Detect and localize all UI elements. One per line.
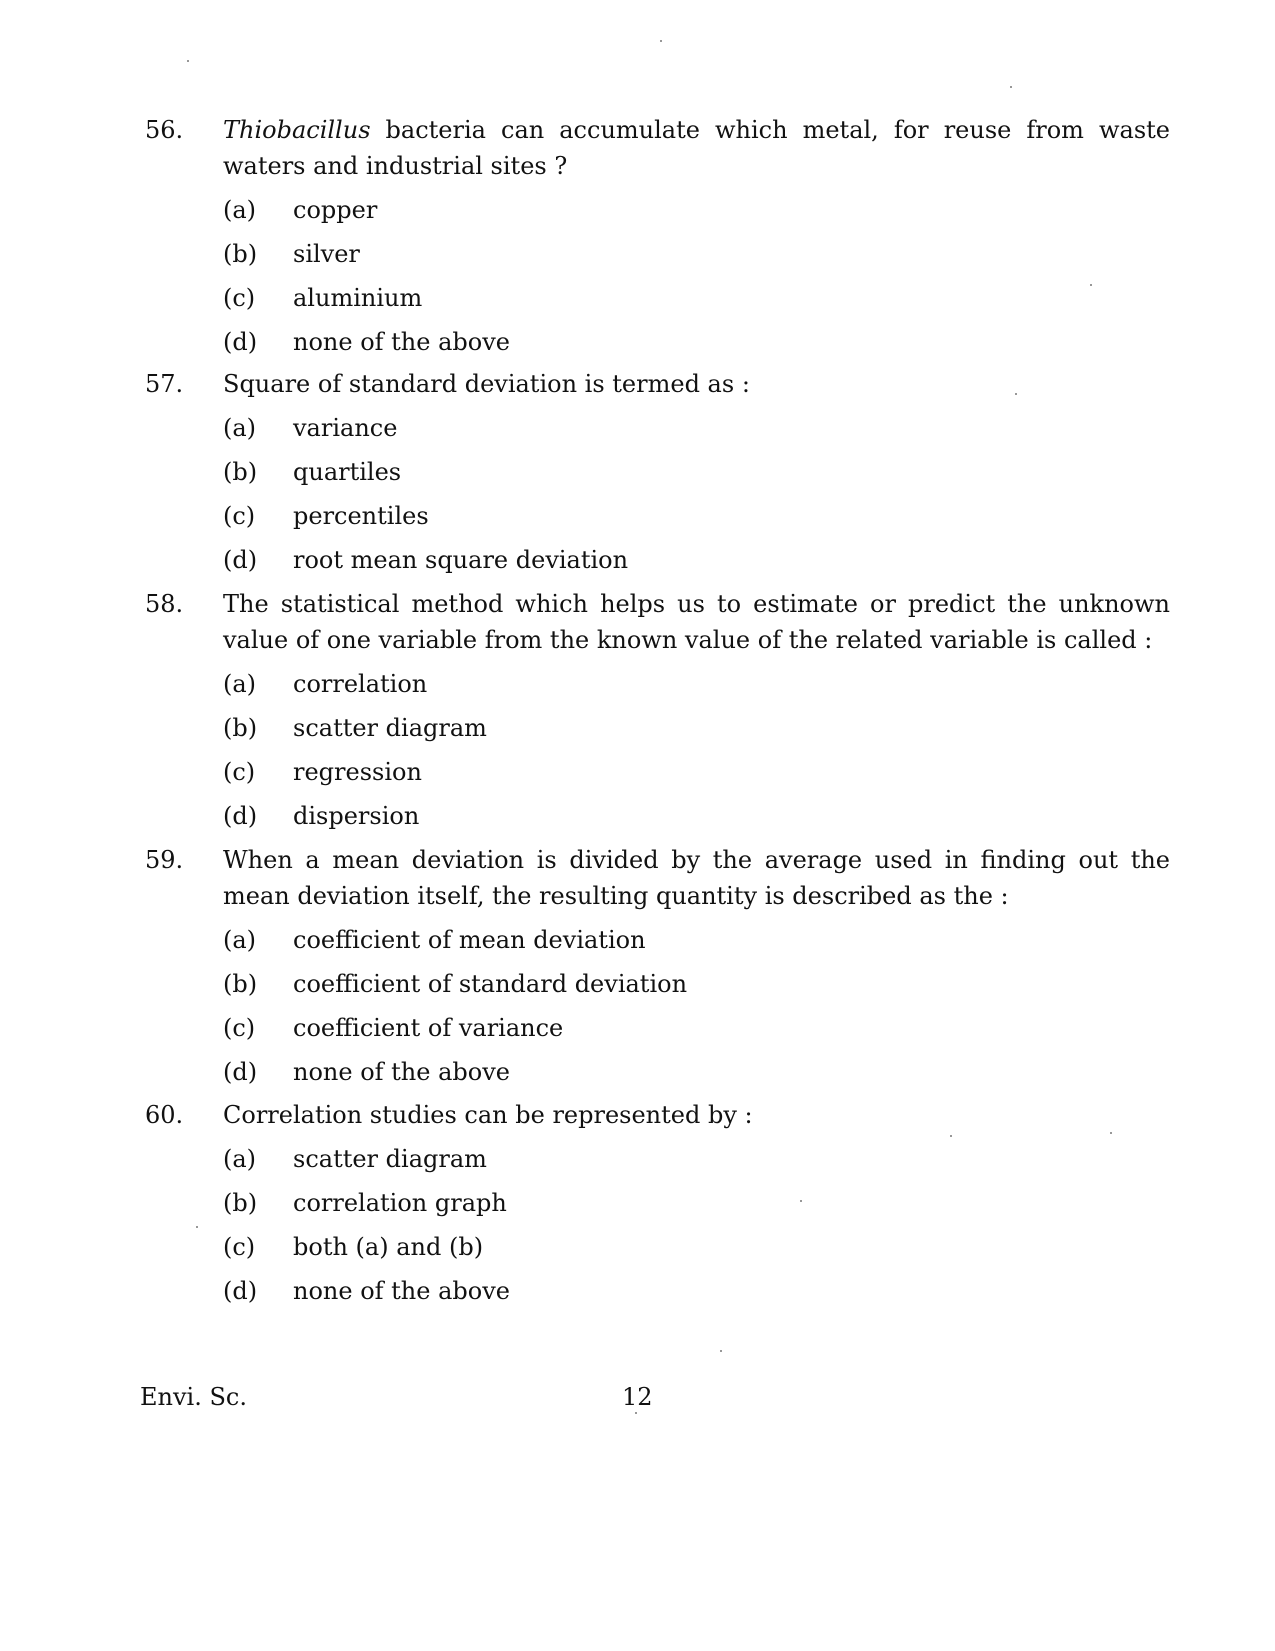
scan-speck: [720, 1350, 722, 1352]
question-text: Square of standard deviation is termed as :: [223, 370, 750, 398]
option-b: (b) correlation graph: [223, 1189, 507, 1217]
option-a: (a) copper: [223, 196, 378, 224]
question-number: 58.: [145, 590, 184, 618]
option-d: (d) none of the above: [223, 1058, 510, 1086]
option-c: (c) coefficient of variance: [223, 1014, 564, 1042]
scan-speck: [187, 60, 189, 62]
question-number: 60.: [145, 1101, 184, 1129]
question-text: The statistical method which helps us to estimate or predict the unknown value of one variable from the known value of the related variable is called :: [223, 590, 1170, 654]
scan-speck: [660, 40, 662, 42]
option-c: (c) both (a) and (b): [223, 1233, 484, 1261]
option-a: (a) variance: [223, 414, 398, 442]
option-b: (b) coefficient of standard deviation: [223, 970, 688, 998]
footer-subject: Envi. Sc.: [140, 1383, 247, 1411]
option-d: (d) dispersion: [223, 802, 420, 830]
option-d: (d) none of the above: [223, 328, 510, 356]
question-56: [145, 112, 1170, 364]
question-text: Correlation studies can be represented by :: [223, 1101, 753, 1129]
option-a: (a) correlation: [223, 670, 428, 698]
question-number: 57.: [145, 370, 184, 398]
question-59: [145, 842, 1170, 1094]
scan-speck: [635, 1412, 637, 1414]
option-a: (a) scatter diagram: [223, 1145, 487, 1173]
question-text: When a mean deviation is divided by the average used in finding out the mean deviation itself, the resulting quantity is described as the :: [223, 846, 1170, 910]
option-c: (c) regression: [223, 758, 422, 786]
option-c: (c) aluminium: [223, 284, 423, 312]
question-text: Thiobacillus bacteria can accumulate which metal, for reuse from waste waters and industrial sites ?: [223, 116, 1170, 180]
option-b: (b) silver: [223, 240, 360, 268]
scan-speck: [1010, 86, 1012, 88]
option-b: (b) quartiles: [223, 458, 402, 486]
page-number: 12: [622, 1383, 653, 1411]
question-60: [145, 1097, 1170, 1313]
option-c: (c) percentiles: [223, 502, 429, 530]
question-number: 56.: [145, 116, 184, 144]
question-number: 59.: [145, 846, 184, 874]
question-57: [145, 366, 1170, 582]
question-58: [145, 586, 1170, 838]
option-d: (d) root mean square deviation: [223, 546, 629, 574]
organism-name: Thiobacillus: [223, 116, 371, 144]
option-d: (d) none of the above: [223, 1277, 510, 1305]
option-b: (b) scatter diagram: [223, 714, 487, 742]
option-a: (a) coefficient of mean deviation: [223, 926, 646, 954]
